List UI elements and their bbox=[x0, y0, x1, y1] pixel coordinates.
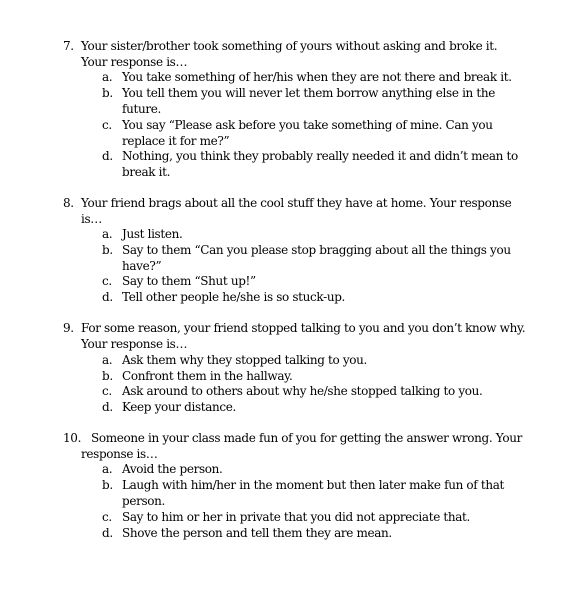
question-prompt-line: is… bbox=[81, 212, 102, 226]
option-letter: b. bbox=[102, 369, 113, 383]
option-letter: c. bbox=[102, 118, 112, 132]
option-text: You say “Please ask before you take something of mine. Can you bbox=[122, 118, 493, 132]
option-text: You tell them you will never let them borrow anything else in the bbox=[122, 86, 495, 100]
option-letter: a. bbox=[102, 227, 113, 241]
option-letter: d. bbox=[102, 400, 113, 414]
option-text: Tell other people he/she is so stuck-up. bbox=[122, 290, 345, 304]
option-letter: c. bbox=[102, 510, 112, 524]
option-text: Ask them why they stopped talking to you. bbox=[122, 353, 367, 367]
option-text: Shove the person and tell them they are mean. bbox=[122, 526, 392, 540]
option-letter: a. bbox=[102, 353, 113, 367]
option-letter: b. bbox=[102, 478, 113, 492]
question-prompt-line: response is… bbox=[81, 447, 158, 461]
option-letter: a. bbox=[102, 462, 113, 476]
question-number: 8. bbox=[63, 196, 74, 210]
question-prompt-line: Your friend brags about all the cool stuff they have at home. Your response bbox=[81, 196, 512, 210]
option-letter: a. bbox=[102, 70, 113, 84]
option-letter: d. bbox=[102, 149, 113, 163]
option-text: Just listen. bbox=[122, 227, 183, 241]
option-text: future. bbox=[122, 102, 161, 116]
question-number: 9. bbox=[63, 321, 74, 335]
option-letter: b. bbox=[102, 243, 113, 257]
option-text: You take something of her/his when they are not there and break it. bbox=[122, 70, 512, 84]
question-prompt-line: Someone in your class made fun of you for getting the answer wrong. Your bbox=[91, 431, 522, 445]
option-letter: d. bbox=[102, 290, 113, 304]
question-prompt-line: Your response is… bbox=[81, 337, 188, 351]
question-number: 10. bbox=[63, 431, 82, 445]
option-text: Laugh with him/her in the moment but then later make fun of that bbox=[122, 478, 504, 492]
option-text: Say to them “Shut up!” bbox=[122, 274, 256, 288]
option-text: Say to them “Can you please stop bragging about all the things you bbox=[122, 243, 511, 257]
option-text: Avoid the person. bbox=[122, 462, 223, 476]
option-text: Keep your distance. bbox=[122, 400, 236, 414]
question-prompt-line: Your response is… bbox=[81, 55, 188, 69]
question-prompt-line: For some reason, your friend stopped talking to you and you don’t know why. bbox=[81, 321, 526, 335]
question-number: 7. bbox=[63, 39, 74, 53]
option-text: have?” bbox=[122, 259, 162, 273]
question-prompt-line: Your sister/brother took something of yours without asking and broke it. bbox=[81, 39, 498, 53]
option-letter: c. bbox=[102, 384, 112, 398]
option-text: Nothing, you think they probably really needed it and didn’t mean to bbox=[122, 149, 518, 163]
option-text: replace it for me?” bbox=[122, 134, 230, 148]
option-text: break it. bbox=[122, 165, 171, 179]
option-text: Say to him or her in private that you did not appreciate that. bbox=[122, 510, 470, 524]
option-letter: c. bbox=[102, 274, 112, 288]
option-letter: b. bbox=[102, 86, 113, 100]
option-text: Confront them in the hallway. bbox=[122, 369, 293, 383]
option-letter: d. bbox=[102, 526, 113, 540]
option-text: Ask around to others about why he/she stopped talking to you. bbox=[122, 384, 483, 398]
option-text: person. bbox=[122, 494, 165, 508]
